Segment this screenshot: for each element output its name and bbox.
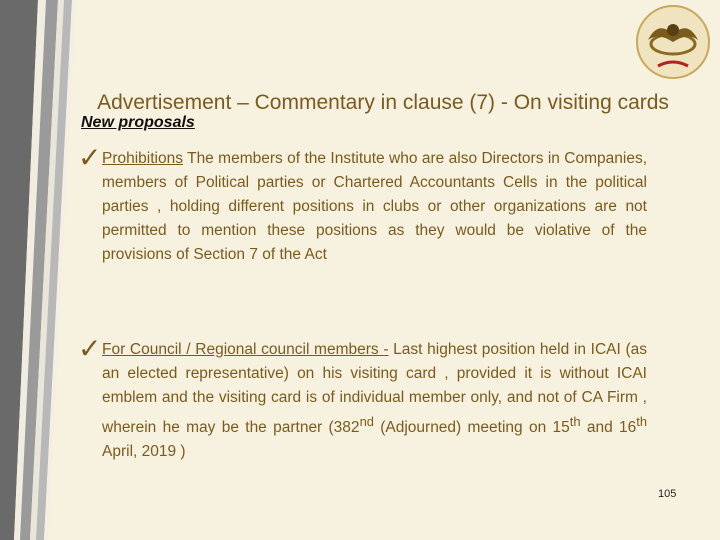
decorative-stripes [0, 0, 80, 540]
checkmark-icon: ✓ [78, 333, 102, 364]
council-text-b: (Adjourned) meeting on 15 [373, 419, 570, 437]
sup-th-2: th [636, 414, 648, 429]
prohibitions-paragraph [102, 147, 647, 267]
council-text-a: Last highest position held in ICAI (as an elected representative) on his visiting card , provided it is without ICAI emblem and the visiting card is of individual member only, and not of CA Firm , wherein he may be the partner (382 [102, 341, 647, 437]
council-text-d: April, 2019 ) [102, 443, 186, 461]
icai-emblem-icon [618, 0, 720, 96]
council-members-paragraph [102, 338, 647, 464]
sup-nd: nd [359, 414, 374, 429]
council-text-c: and 16 [580, 419, 637, 437]
prohibitions-text: The members of the Institute who are also Directors in Companies, members of Political parties or Chartered Accountants Cells in the political parties , holding different positions in clubs or other organizations are not permitted to mention these positions as they would be violative of the provisions of Section 7 of the Act [102, 150, 647, 263]
sup-th-1: th [569, 414, 581, 429]
council-members-heading: For Council / Regional council members - [102, 341, 389, 358]
new-proposals-label: New proposals [81, 114, 195, 131]
prohibitions-heading: Prohibitions [102, 150, 183, 167]
page-number: 105 [658, 488, 677, 500]
checkmark-icon: ✓ [78, 142, 102, 173]
slide-title: Advertisement – Commentary in clause (7) - On visiting cards [97, 91, 669, 114]
